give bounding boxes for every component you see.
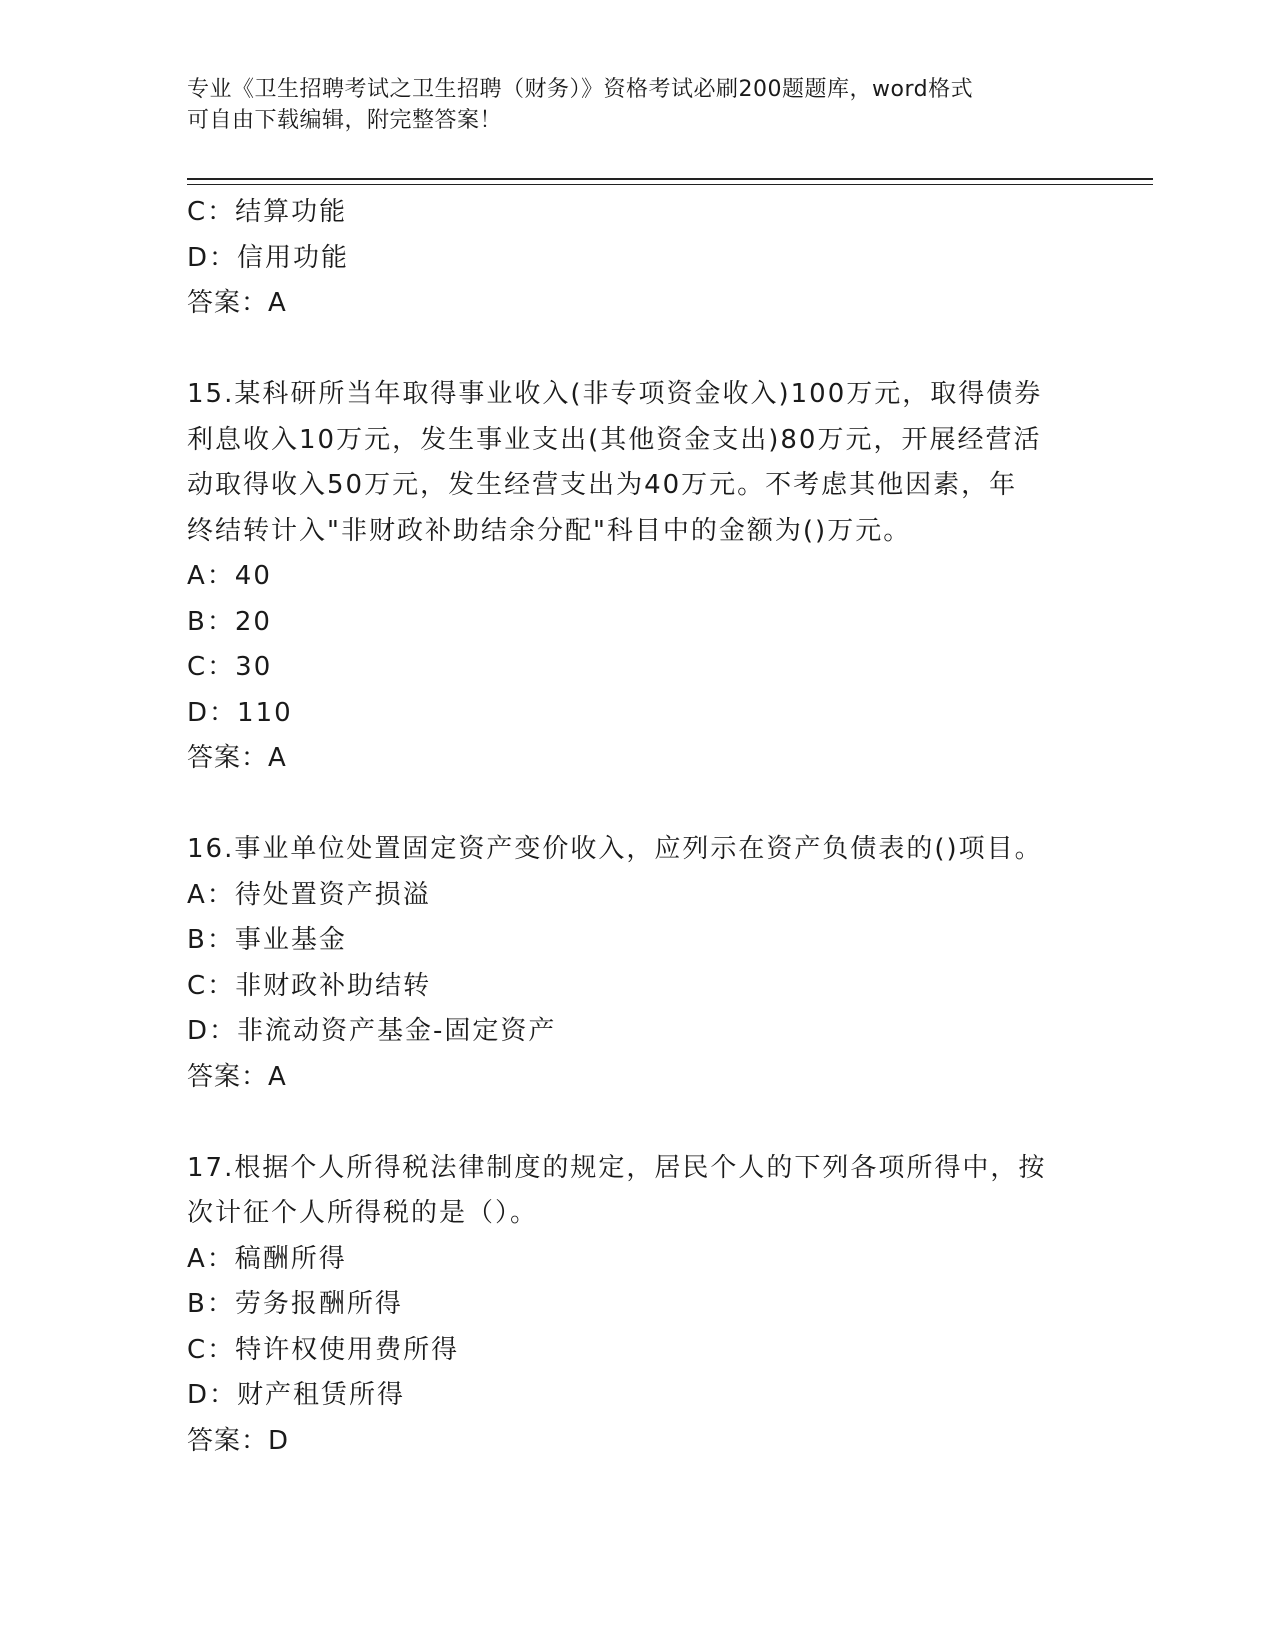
question-stem-line: 终结转计入"非财政补助结余分配"科目中的金额为()万元。 [187,515,912,546]
option-a: A：40 [187,561,272,591]
option-d: D：非流动资产基金-固定资产 [187,1016,557,1046]
question-stem-line: 16.事业单位处置固定资产变价收入，应列示在资产负债表的()项目。 [187,834,1043,864]
answer: 答案：A [187,1061,287,1092]
option-d: D：110 [187,697,293,728]
question-stem-line: 利息收入10万元，发生事业支出(其他资金支出)80万元，开展经营活 [187,424,1042,455]
question-17 [187,1146,1087,1465]
option-d: D：财产租赁所得 [187,1380,406,1410]
question-stem-line: 15.某科研所当年取得事业收入(非专项资金收入)100万元，取得债券 [187,379,1043,409]
option-c: C：非财政补助结转 [187,970,432,1001]
header-divider-thin [187,184,1153,185]
question-list [187,190,1087,1464]
option-c: C：结算功能 [187,197,348,227]
question-spacer [187,327,1087,373]
question-16 [187,827,1087,1100]
header-title-line-1: 专业《卫生招聘考试之卫生招聘（财务）》资格考试必刷200题题库，word格式 [187,77,974,102]
question-spacer [187,1100,1087,1146]
document-header [187,74,1087,136]
question-spacer [187,782,1087,828]
question-15 [187,372,1087,782]
header-title-line-2: 可自由下载编辑，附完整答案！ [187,108,503,133]
question-14-tail [187,190,1087,327]
option-c: C：特许权使用费所得 [187,1334,460,1365]
question-stem-line: 次计征个人所得税的是（）。 [187,1198,539,1228]
answer: 答案：D [187,1425,290,1456]
option-b: B：20 [187,606,272,637]
option-d: D：信用功能 [187,242,350,273]
answer: 答案：A [187,743,287,773]
answer: 答案：A [187,288,287,318]
option-b: B：事业基金 [187,925,347,955]
question-stem-line: 动取得收入50万元，发生经营支出为40万元。不考虑其他因素，年 [187,470,1018,500]
option-b: B：劳务报酬所得 [187,1289,403,1319]
option-a: A：待处置资产损溢 [187,879,431,910]
question-stem-line: 17.根据个人所得税法律制度的规定，居民个人的下列各项所得中，按 [187,1152,1047,1183]
option-c: C：30 [187,652,273,682]
option-a: A：稿酬所得 [187,1243,347,1274]
header-divider-thick [187,178,1153,180]
